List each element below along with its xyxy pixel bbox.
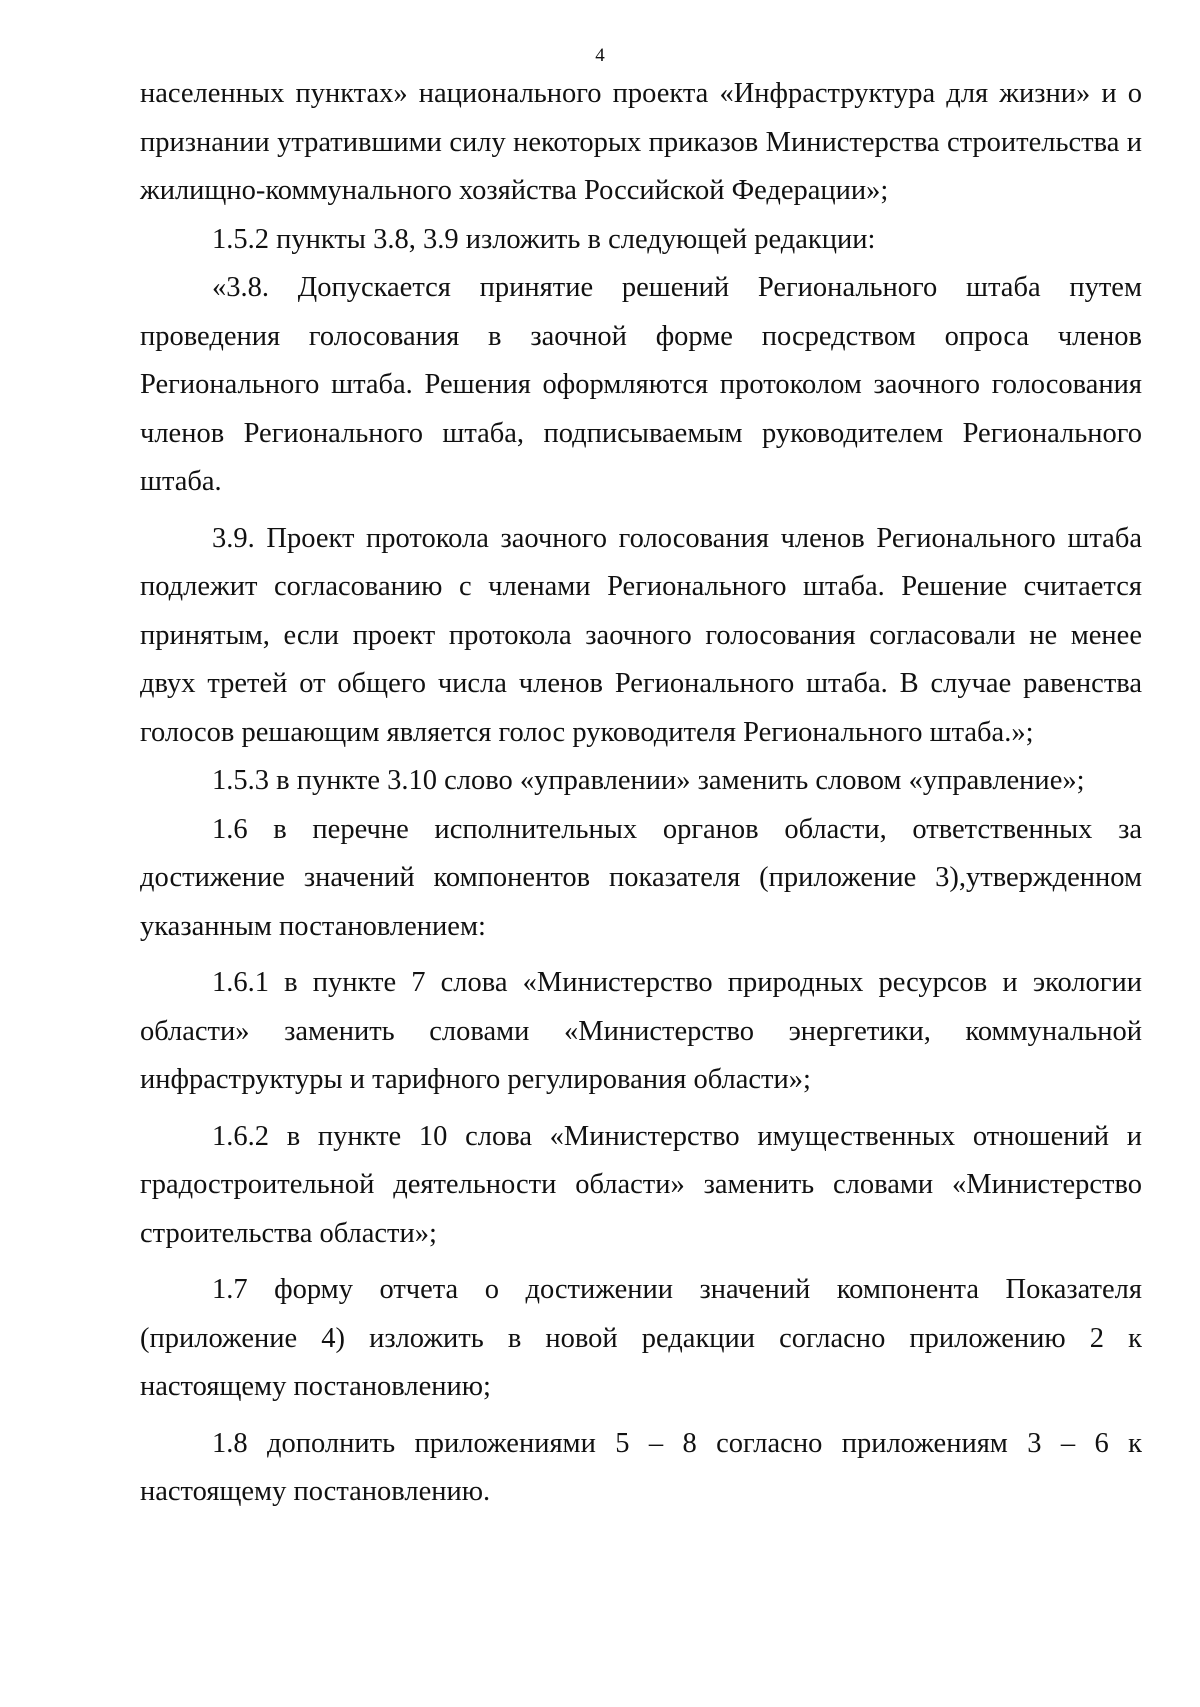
page-number: 4 [595,45,605,66]
paragraph-1-5-2: 1.5.2 пункты 3.8, 3.9 изложить в следующей редакции: [212,223,876,255]
document-body [140,70,1142,1517]
paragraph-3-8: «3.8. Допускается принятие решений Регионального штаба путем проведения голосования в заочной форме посредством опроса членов Регионального штаба. Решения оформляются протоколом заочного голосования членов Регионального штаба, подписываемым руководителем Регионального штаба. [140,272,1142,497]
paragraph-1-6: 1.6 в перечне исполнительных органов области, ответственных за достижение значений компонентов показателя (приложение 3),утвержденном указанным постановлением: [140,813,1142,942]
paragraph-1-6-2: 1.6.2 в пункте 10 слова «Министерство имущественных отношений и градостроительной деятельности области» заменить словами «Министерство строительства области»; [140,1120,1142,1249]
paragraph-1-7: 1.7 форму отчета о достижении значений компонента Показателя (приложение 4) изложить в новой редакции согласно приложению 2 к настоящему постановлению; [140,1274,1142,1402]
paragraph-1-6-1: 1.6.1 в пункте 7 слова «Министерство природных ресурсов и экологии области» заменить словами «Министерство энергетики, коммунальной инфраструктуры и тарифного регулирования области»; [140,967,1142,1095]
paragraph-3-9: 3.9. Проект протокола заочного голосования членов Регионального штаба подлежит согласованию с членами Регионального штаба. Решение считается принятым, если проект протокола заочного голосования согласовали не менее двух третей от общего числа членов Регионального штаба. В случае равенства голосов решающим является голос руководителя Регионального штаба.»; [140,522,1142,748]
paragraph-1-8: 1.8 дополнить приложениями 5 – 8 согласно приложениям 3 – 6 к настоящему постановлению. [140,1427,1142,1507]
paragraph-1-5-3: 1.5.3 в пункте 3.10 слово «управлении» заменить словом «управление»; [212,765,1085,796]
paragraph-continuation: населенных пунктах» национального проекта «Инфраструктура для жизни» и о признании утратившими силу некоторых приказов Министерства строительства и жилищно-коммунального хозяйства Российской Федерации»; [140,78,1142,206]
